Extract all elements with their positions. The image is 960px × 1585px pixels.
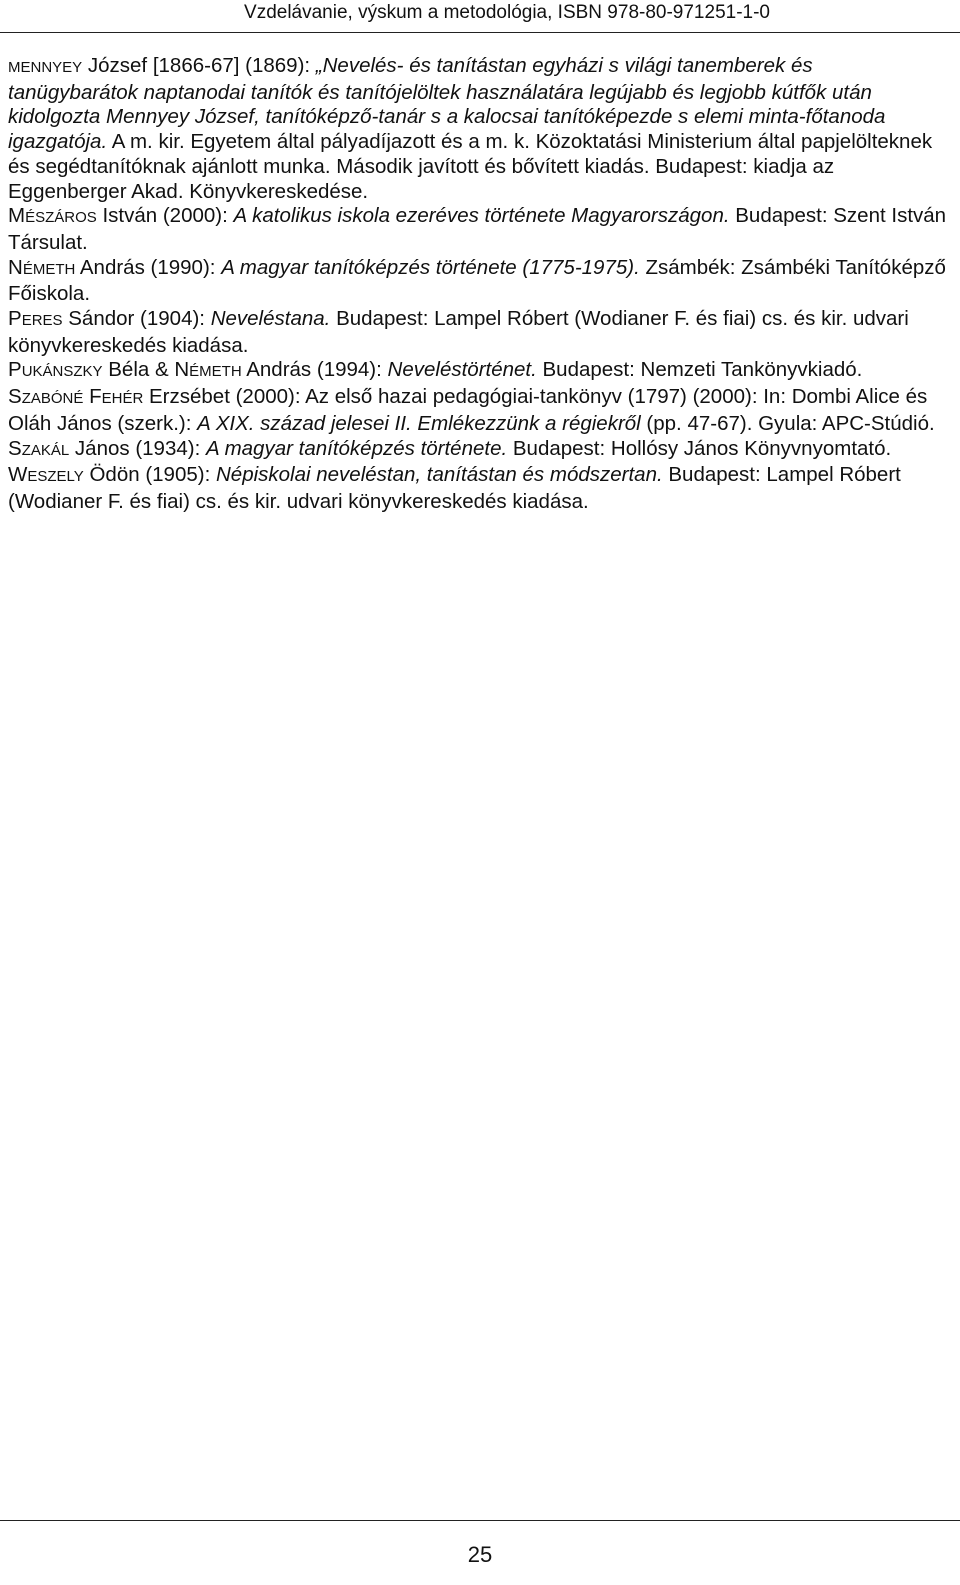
author-surname: SZAKÁL <box>8 436 70 460</box>
reference-tail: Zsámbék: Zsámbéki Tanítóképző Főiskola. <box>8 255 946 306</box>
header-rule <box>0 32 960 33</box>
running-header: Vzdelávanie, výskum a metodológia, ISBN 978-80-971251-1-0 <box>244 2 770 23</box>
reference-tail: Budapest: Lampel Róbert (Wodianer F. és fiai) cs. és kir. udvari könyvkereskedés kiadása. <box>8 307 909 357</box>
reference-title: Neveléstana. <box>210 307 331 331</box>
reference-lead: Sándor (1904): <box>62 307 211 331</box>
author-surname: MÉSZÁROS <box>8 204 97 228</box>
reference-title: „Nevelés- és tanítástan egyházi s világi tanemberek és tanügybarátok naptanodai tanítók és tanítójelöltek használatára legújabb és legjobb kútfők után kidolgozta Mennyey József, tanítóképző-tanár s a kalocsai tanítóképezde s elemi minta-főtanoda igazgatója. <box>8 54 886 154</box>
reference-title: A magyar tanítóképzés története (1775-1975). <box>221 255 640 279</box>
reference-tail: Budapest: Hollósy János Könyvnyomtató. <box>507 436 892 460</box>
reference-pukanszky <box>8 358 948 385</box>
author-surname: WESZELY <box>8 463 84 487</box>
reference-meszaros <box>8 204 948 255</box>
author-surname-2: FEHÉR <box>89 385 144 409</box>
reference-tail: (pp. 47-67). Gyula: APC-Stúdió. <box>640 411 935 435</box>
reference-lead: István (2000): <box>96 204 234 228</box>
reference-lead-2: András (1994): <box>241 358 388 382</box>
reference-lead: Erzsébet (2000): Az első hazai pedagógiai-tankönyv (1797) (2000): In: Dombi Alice és Oláh János (szerk.): <box>8 385 928 435</box>
reference-tail: A m. kir. Egyetem által pályadíjazott és a m. k. Közoktatási Ministerium által papjelölteknek és segédtanítóknak ajánlott munka. Második javított és bővített kiadás. Budapest: kiadja az Eggenberger Akad. Könyvkereskedése. <box>8 130 933 203</box>
reference-peres <box>8 307 948 358</box>
reference-weszely <box>8 463 948 514</box>
author-surname-2: NÉMETH <box>174 358 242 382</box>
reference-tail: Budapest: Szent István Társulat. <box>8 204 947 254</box>
reference-tail: Budapest: Lampel Róbert (Wodianer F. és fiai) cs. és kir. udvari könyvkereskedés kiadása. <box>8 463 901 513</box>
reference-title: Neveléstörténet. <box>387 358 537 382</box>
reference-title: A XIX. század jelesei II. Emlékezzünk a régiekről <box>197 411 641 435</box>
reference-lead: Béla & <box>102 358 175 382</box>
author-surname: PERES <box>8 307 63 331</box>
reference-lead: András (1990): <box>75 255 222 279</box>
reference-title: Népiskolai neveléstan, tanítástan és módszertan. <box>215 463 663 487</box>
reference-szakal <box>8 437 948 464</box>
author-surname: PUKÁNSZKY <box>8 358 103 382</box>
reference-list <box>8 54 948 515</box>
author-surname: SZABÓNÉ <box>8 385 84 409</box>
reference-title: A magyar tanítóképzés története. <box>205 436 508 460</box>
author-surname: MENNYEY <box>8 59 83 76</box>
reference-lead: János (1934): <box>69 436 206 460</box>
reference-nemeth <box>8 256 948 307</box>
reference-lead: Ödön (1905): <box>83 463 216 487</box>
author-surname: NÉMETH <box>8 255 76 279</box>
footer-rule <box>0 1520 960 1521</box>
page-number: 25 <box>467 1542 493 1567</box>
reference-lead: József [1866-67] (1869): <box>82 54 316 77</box>
page-footer <box>0 1520 960 1567</box>
reference-tail: Budapest: Nemzeti Tankönyvkiadó. <box>536 358 863 382</box>
reference-mennyey <box>8 54 948 204</box>
reference-title: A katolikus iskola ezeréves története Magyarországon. <box>233 204 730 228</box>
reference-szabone <box>8 385 948 436</box>
